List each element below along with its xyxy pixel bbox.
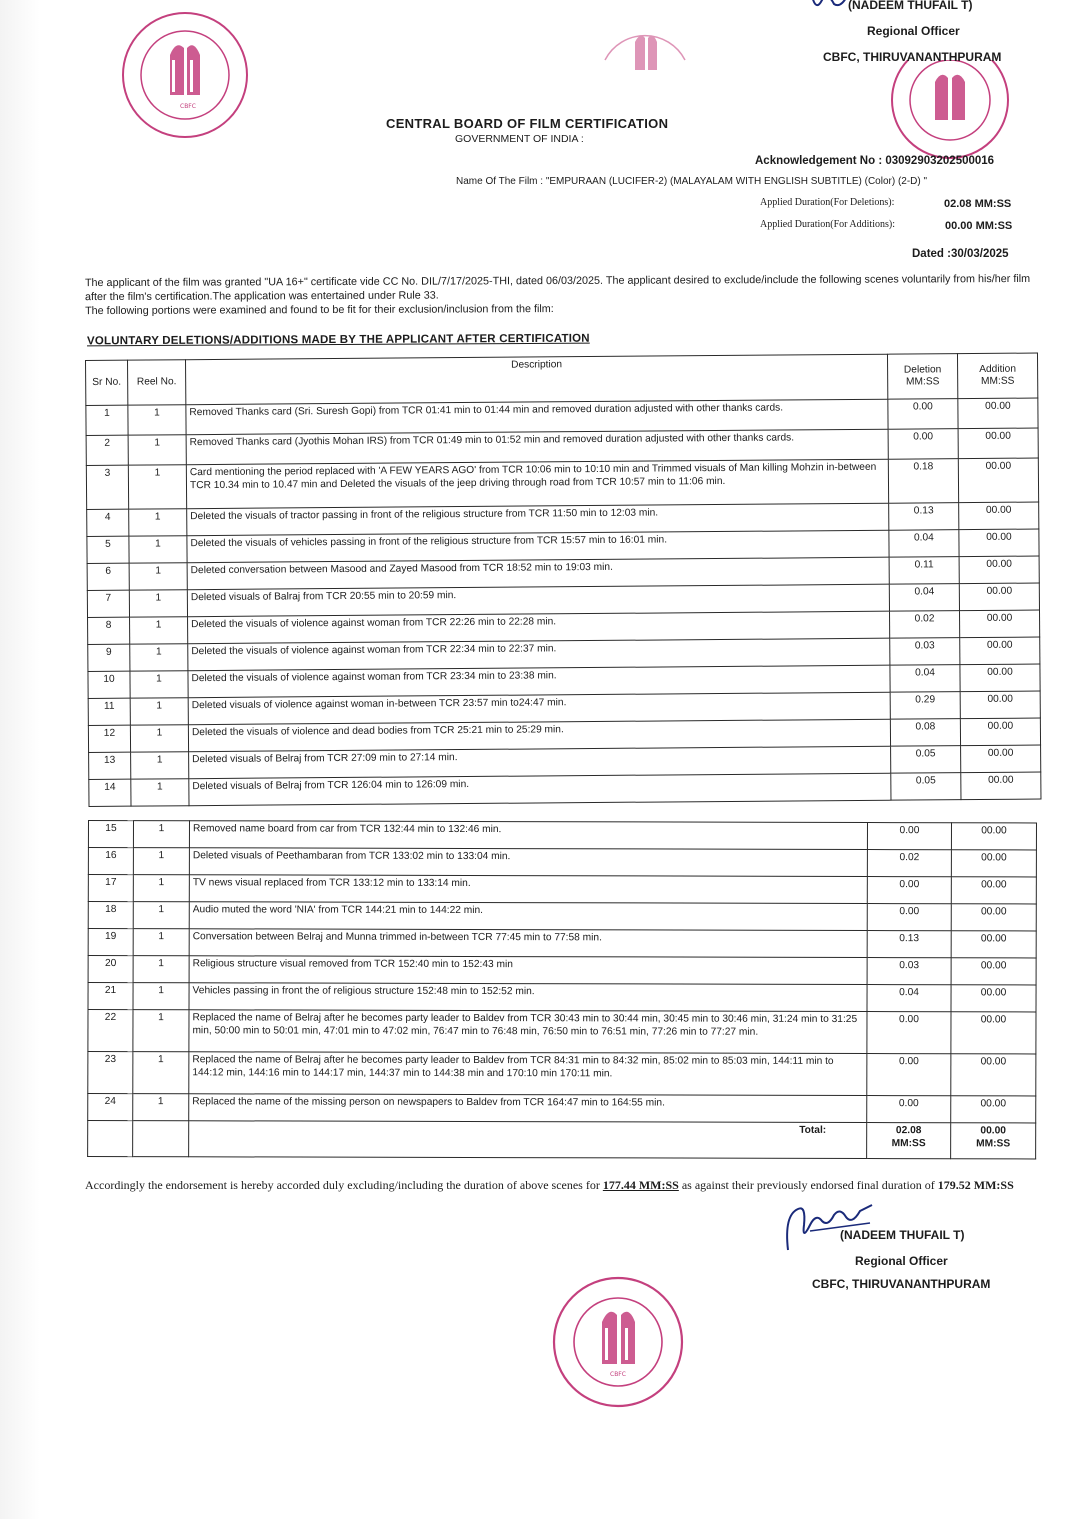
cell-description: Card mentioning the period replaced with 'A FEW YEARS AGO' from TCR 10:06 min to 10:10 min and Trimmed visuals of Man killing Mohzin in-between TCR 10.34 min to 10.47 min and Deleted the visuals of the jeep driving through road from TCR 10:57 min to 11:06 min. (186, 459, 888, 509)
cell-deletion: 0.04 (889, 584, 959, 612)
total-row (88, 1121, 1036, 1159)
signature-mark-top (808, 0, 848, 14)
addition-duration-label: Applied Duration(For Additions): (760, 219, 895, 230)
cell-addition: 00.00 (951, 877, 1036, 904)
endorsement-old-duration: 179.52 MM:SS (937, 1178, 1014, 1192)
table-row (88, 821, 1036, 850)
section-title: VOLUNTARY DELETIONS/ADDITIONS MADE BY THE APPLICANT AFTER CERTIFICATION (86, 332, 590, 348)
cell-deletion: 0.29 (890, 692, 960, 720)
cell-sr: 7 (87, 590, 129, 617)
table-row (88, 902, 1036, 931)
cell-addition: 00.00 (958, 458, 1038, 503)
cell-deletion: 0.13 (867, 931, 951, 958)
cell-addition: 00.00 (959, 529, 1039, 557)
cell-deletion: 0.05 (891, 773, 961, 801)
cell-deletion: 0.00 (867, 1012, 951, 1054)
total-label: Total: (189, 1121, 867, 1159)
cell-description: Deleted visuals of Balraj from TCR 20:55 min to 20:59 min. (187, 584, 889, 617)
cell-sr: 8 (88, 617, 130, 644)
total-deletion-value: 02.08 (895, 1125, 922, 1137)
cell-deletion: 0.00 (867, 904, 951, 931)
signatory-office-top: CBFC, THIRUVANANTHPURAM (823, 50, 1002, 64)
signatory-name-top: (NADEEM THUFAIL T) (848, 0, 973, 12)
cell-description: Deleted the visuals of tractor passing in front of the religious structure from TCR 11:50 min to 12:03 min. (187, 503, 889, 536)
cbfc-seal-top-center (595, 0, 695, 85)
cell-addition: 00.00 (961, 772, 1041, 800)
cell-deletion: 0.04 (890, 665, 960, 693)
cell-deletion: 0.11 (889, 557, 959, 585)
cell-deletion: 0.02 (889, 611, 959, 639)
cell-deletion: 0.13 (889, 503, 959, 531)
cell-description: Deleted conversation between Masood and Zayed Masood from TCR 18:52 min to 19:03 min. (187, 557, 889, 590)
table-body-part1 (86, 398, 1041, 806)
cell-addition: 00.00 (958, 398, 1038, 429)
cell-deletion: 0.18 (888, 459, 958, 504)
cell-description: Vehicles passing in front the of religious structure 152:48 min to 152:52 min. (189, 983, 867, 1012)
cell-sr: 22 (88, 1010, 133, 1052)
header-sr: Sr No. (86, 360, 128, 405)
total-addition-unit: MM:SS (976, 1137, 1011, 1149)
cell-addition: 00.00 (960, 718, 1040, 746)
cell-deletion: 0.03 (890, 638, 960, 666)
deletion-duration-value: 02.08 MM:SS (944, 198, 1012, 210)
cell-reel: 1 (131, 779, 189, 806)
addition-duration-value: 00.00 MM:SS (945, 220, 1013, 232)
cell-deletion: 0.00 (867, 1054, 951, 1096)
cell-sr: 11 (88, 698, 130, 725)
cell-addition: 00.00 (951, 823, 1036, 850)
cell-deletion: 0.00 (867, 1096, 951, 1123)
cell-deletion: 0.05 (891, 746, 961, 774)
cell-description: TV news visual replaced from TCR 133:12 min to 133:14 min. (189, 875, 867, 904)
intro-line-2: The following portions were examined and found to be fit for their exclusion/inclusion from the film: (85, 303, 554, 318)
cell-addition: 00.00 (959, 610, 1039, 638)
document-date: Dated :30/03/2025 (912, 248, 1009, 260)
cell-sr: 24 (88, 1094, 133, 1121)
cell-description: Deleted the visuals of violence against woman from TCR 22:34 min to 22:37 min. (188, 638, 890, 671)
table-row (88, 983, 1036, 1012)
cell-sr: 14 (89, 779, 131, 806)
table-row (88, 1094, 1036, 1123)
cell-addition: 00.00 (951, 850, 1036, 877)
cell-description: Audio muted the word 'NIA' from TCR 144:21 min to 144:22 min. (189, 902, 867, 931)
cell-addition: 00.00 (958, 428, 1038, 459)
seal-center-text: CBFC (180, 103, 196, 110)
endorsement-new-duration: 177.44 MM:SS (602, 1178, 679, 1192)
cell-deletion: 0.03 (867, 958, 951, 985)
cell-addition: 00.00 (951, 1012, 1036, 1054)
cell-sr: 3 (86, 465, 128, 509)
deletions-table-part1 (85, 353, 1041, 807)
cell-reel: 1 (133, 902, 189, 929)
cell-reel: 1 (130, 617, 188, 644)
cell-addition: 00.00 (951, 958, 1036, 985)
cell-reel: 1 (129, 590, 187, 617)
table-row (88, 1010, 1036, 1054)
cell-reel: 1 (129, 509, 187, 536)
cell-reel: 1 (130, 644, 188, 671)
cell-addition: 00.00 (960, 637, 1040, 665)
cell-sr: 10 (88, 671, 130, 698)
cell-sr: 13 (89, 752, 131, 779)
deletion-duration-label: Applied Duration(For Deletions): (760, 197, 895, 208)
cell-addition: 00.00 (961, 745, 1041, 773)
cell-sr: 4 (87, 509, 129, 536)
cell-description: Replaced the name of Belraj after he becomes party leader to Baldev from TCR 30:43 min to 30:44 min, 30:45 min to 30:46 min, 31:24 min to 31:25 min, 50:00 min to 50:01 min, 47:01 min to 47:02 min, 76:47 min to 76:48 min, 76:50 min to 76:51 min, 77:26 min to 77:27 min. (189, 1010, 867, 1054)
intro-paragraph (85, 272, 1040, 318)
cell-reel: 1 (133, 875, 189, 902)
cbfc-seal-bottom (548, 1272, 688, 1412)
cell-description: Removed Thanks card (Jyothis Mohan IRS) from TCR 01:49 min to 01:52 min and removed duration adjusted with other thanks cards. (186, 429, 888, 465)
acknowledgement-number: Acknowledgement No : 03092903202500016 (755, 155, 995, 167)
cell-sr: 23 (88, 1052, 133, 1094)
cell-sr: 18 (88, 902, 133, 929)
cell-addition: 00.00 (959, 583, 1039, 611)
total-empty-1 (88, 1121, 133, 1157)
cell-sr: 15 (88, 821, 133, 848)
cell-sr: 16 (88, 848, 133, 875)
cell-addition: 00.00 (959, 502, 1039, 530)
cell-reel: 1 (128, 405, 186, 435)
cell-reel: 1 (131, 752, 189, 779)
cell-reel: 1 (129, 563, 187, 590)
cell-sr: 17 (88, 875, 133, 902)
intro-line-1: The applicant of the film was granted "UA 16+" certificate vide CC No. DIL/7/17/2025-THI, dated 06/03/2025. The applicant desired to exclude/include the following scenes voluntarily from his/her film after the film's certification.The application was entertained under Rule 33. (84, 272, 1031, 304)
cell-deletion: 0.00 (867, 877, 951, 904)
cell-deletion: 0.08 (890, 719, 960, 747)
signatory-designation-bottom: Regional Officer (855, 1254, 948, 1268)
table-header-row (86, 353, 1038, 405)
deletions-table-part2 (87, 820, 1037, 1159)
cell-addition: 00.00 (959, 556, 1039, 584)
film-name: Name Of The Film : "EMPURAAN (LUCIFER-2) (MALAYALAM WITH ENGLISH SUBTITLE) (Color) (2-D) " (456, 176, 928, 187)
cell-description: Deleted visuals of Belraj from TCR 27:09 min to 27:14 min. (189, 746, 891, 779)
cell-reel: 1 (133, 1010, 189, 1052)
cell-description: Religious structure visual removed from TCR 152:40 min to 152:43 min (189, 956, 867, 985)
signatory-office-bottom: CBFC, THIRUVANANTHPURAM (812, 1277, 991, 1291)
total-addition (951, 1123, 1036, 1159)
cell-description: Removed name board from car from TCR 132:44 min to 132:46 min. (189, 821, 867, 850)
cell-description: Deleted the visuals of violence against woman from TCR 22:26 min to 22:28 min. (188, 611, 890, 644)
cell-description: Deleted the visuals of vehicles passing in front of the religious structure from TCR 15:57 min to 16:01 min. (187, 530, 889, 563)
cell-reel: 1 (133, 983, 189, 1010)
cell-sr: 21 (88, 983, 133, 1010)
cell-reel: 1 (133, 1052, 189, 1094)
cell-description: Conversation between Belraj and Munna trimmed in-between TCR 77:45 min to 77:58 min. (189, 929, 867, 958)
cell-deletion: 0.00 (867, 823, 951, 850)
cell-sr: 9 (88, 644, 130, 671)
cell-reel: 1 (128, 435, 186, 465)
cbfc-seal-top-right (885, 60, 1015, 170)
cell-reel: 1 (130, 698, 188, 725)
scan-shadow (0, 0, 40, 1519)
total-deletion-unit: MM:SS (891, 1137, 926, 1149)
cell-description: Replaced the name of the missing person on newspapers to Baldev from TCR 164:47 min to 164:55 min. (189, 1094, 867, 1123)
table-row (88, 1052, 1036, 1096)
table-body-part2 (88, 821, 1037, 1123)
cell-deletion: 0.04 (889, 530, 959, 558)
total-deletion (867, 1123, 951, 1159)
cell-addition: 00.00 (951, 985, 1036, 1012)
cell-reel: 1 (129, 536, 187, 563)
total-empty-2 (133, 1121, 189, 1157)
table-row (88, 929, 1036, 958)
cell-sr: 5 (87, 536, 129, 563)
table-row (88, 875, 1036, 904)
table-row (86, 458, 1038, 509)
cell-description: Deleted the visuals of violence against woman from TCR 23:34 min to 23:38 min. (188, 665, 890, 698)
cell-reel: 1 (133, 1094, 189, 1121)
org-title: CENTRAL BOARD OF FILM CERTIFICATION (386, 116, 669, 131)
cell-description: Deleted visuals of Belraj from TCR 126:04 min to 126:09 min. (189, 773, 891, 806)
header-description: Description (186, 354, 888, 405)
org-subtitle: GOVERNMENT OF INDIA : (455, 133, 584, 145)
endorsement-text-a: Accordingly the endorsement is hereby accorded duly excluding/including the duration of above scenes for (85, 1178, 603, 1192)
cell-addition: 00.00 (951, 931, 1036, 958)
cell-description: Removed Thanks card (Sri. Suresh Gopi) from TCR 01:41 min to 01:44 min and removed duration adjusted with other thanks cards. (186, 399, 888, 435)
cell-addition: 00.00 (951, 904, 1036, 931)
cell-sr: 2 (86, 435, 128, 465)
seal-center-text-bottom: CBFC (610, 1371, 626, 1378)
cell-addition: 00.00 (960, 664, 1040, 692)
cell-sr: 19 (88, 929, 133, 956)
signatory-name-bottom: (NADEEM THUFAIL T) (840, 1228, 965, 1242)
signatory-designation-top: Regional Officer (867, 24, 960, 38)
cell-reel: 1 (133, 821, 189, 848)
endorsement-text-b: as against their previously endorsed final duration of (678, 1178, 938, 1192)
cell-addition: 00.00 (960, 691, 1040, 719)
cell-description: Replaced the name of Belraj after he becomes party leader to Baldev from TCR 84:31 min to 84:32 min, 85:02 min to 85:03 min, 144:11 min to 144:12 min, 144:16 min to 144:17 min, 144:37 min to 144:38 min and 170:10 min 170:11 min. (189, 1052, 867, 1096)
table-row (88, 848, 1036, 877)
cell-deletion: 0.02 (867, 850, 951, 877)
cell-reel: 1 (128, 465, 186, 509)
cell-reel: 1 (133, 929, 189, 956)
header-reel: Reel No. (128, 360, 186, 405)
table-row (88, 956, 1036, 985)
header-deletion: Deletion MM:SS (887, 354, 957, 400)
cell-reel: 1 (133, 848, 189, 875)
cbfc-seal-top-left (110, 0, 260, 150)
cell-sr: 6 (87, 563, 129, 590)
cell-description: Deleted the visuals of violence and dead bodies from TCR 25:21 min to 25:29 min. (188, 719, 890, 752)
cell-reel: 1 (130, 671, 188, 698)
cell-reel: 1 (130, 725, 188, 752)
cell-addition: 00.00 (951, 1096, 1036, 1123)
cell-deletion: 0.00 (888, 429, 958, 460)
total-addition-value: 00.00 (980, 1125, 1006, 1137)
cell-sr: 1 (86, 405, 128, 435)
cell-deletion: 0.00 (888, 399, 958, 430)
cell-sr: 20 (88, 956, 133, 983)
cell-reel: 1 (133, 956, 189, 983)
cell-description: Deleted visuals of violence against woman in-between TCR 23:57 min to24:47 min. (188, 692, 890, 725)
cell-deletion: 0.04 (867, 985, 951, 1012)
cell-addition: 00.00 (951, 1054, 1036, 1096)
header-addition: Addition MM:SS (957, 353, 1037, 399)
cell-sr: 12 (88, 725, 130, 752)
cell-description: Deleted visuals of Peethambaran from TCR 133:02 min to 133:04 min. (189, 848, 867, 877)
signature-bottom (780, 1195, 880, 1255)
endorsement-paragraph (85, 1178, 1045, 1193)
